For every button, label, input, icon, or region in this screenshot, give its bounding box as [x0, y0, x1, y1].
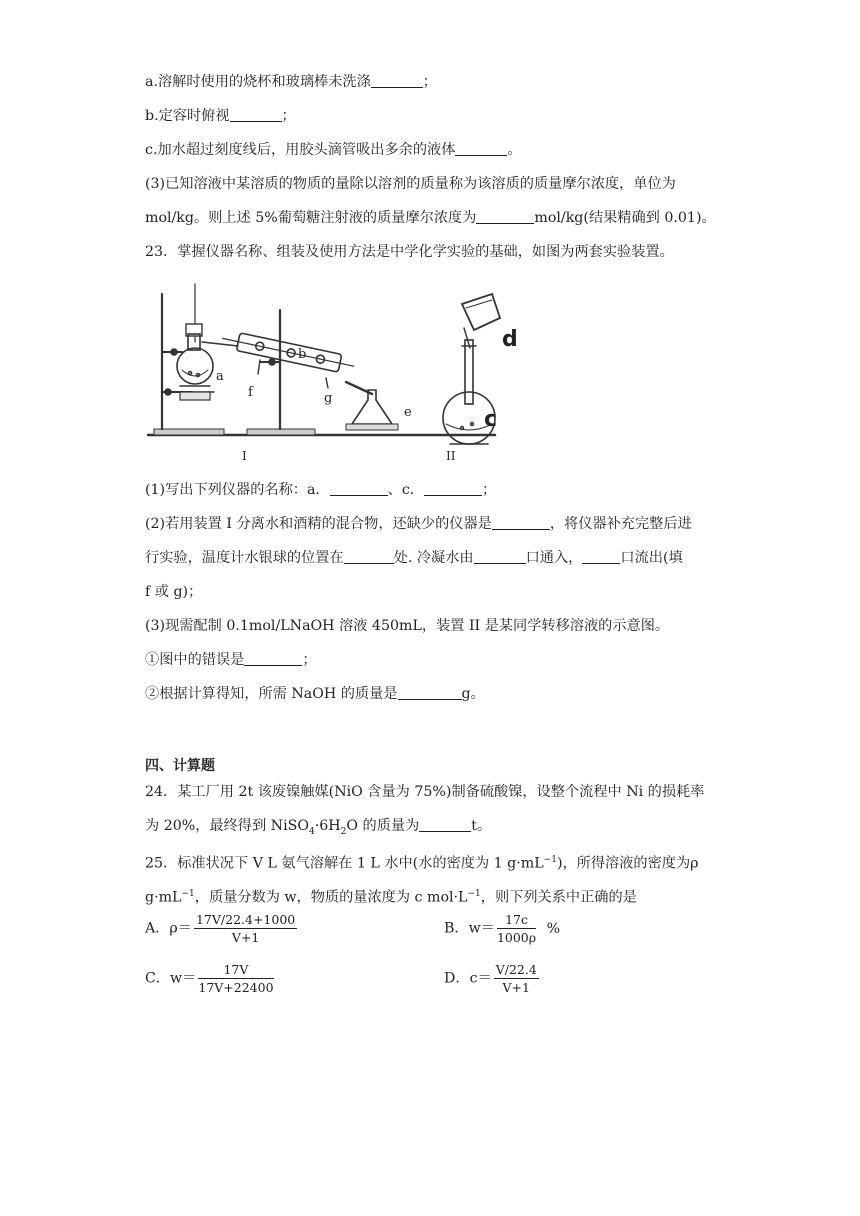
- option-d[interactable]: D．c＝ $\frac{V/22.4}{V+1}$: [444, 962, 537, 995]
- q25-line1: 25．标准状况下 V L 氨气溶解在 1 L 水中(水的密度为 1 $g\cdot mL^{-1}$)，所得溶液的密度为ρ: [145, 855, 699, 872]
- answer-blank[interactable]: [492, 515, 550, 530]
- label-apparatus-II: II: [446, 449, 456, 463]
- q22-option-a: a.溶解时使用的烧杯和玻璃棒未洗涤 ；: [145, 74, 437, 90]
- fraction: $\frac{17c}{1000\rho}$: [496, 912, 537, 945]
- condenser: [221, 330, 356, 375]
- label-g: g: [324, 391, 333, 406]
- answer-blank[interactable]: [455, 141, 507, 156]
- q23-part2-line3: f 或 g)；: [145, 584, 203, 600]
- fraction: $\frac{17V/22.4+1000}{V+1}$: [195, 912, 296, 945]
- label-e: e: [404, 405, 412, 420]
- q23-part3-1: ①图中的错误是 ；: [145, 652, 317, 668]
- flask-neck: [465, 340, 473, 404]
- fraction: $\frac{V/22.4}{V+1}$: [495, 962, 537, 995]
- answer-blank[interactable]: [419, 817, 471, 832]
- q23-part1: (1)写出下列仪器的名称：a． 、c． ；: [145, 482, 497, 498]
- answer-blank[interactable]: [230, 107, 282, 122]
- q23-part3: (3)现需配制 0.1mol/LNaOH 溶液 450mL，装置 II 是某同学转移溶液的示意图。: [145, 618, 670, 634]
- label-c: c: [484, 407, 498, 432]
- answer-blank[interactable]: [476, 209, 534, 224]
- apparatus-figure: [140, 278, 540, 468]
- q22-part3-line2: mol/kg。则上述 5%葡萄糖注射液的质量摩尔浓度为 mol/kg(结果精确到 0.01)。: [145, 210, 716, 226]
- answer-blank[interactable]: [424, 481, 482, 496]
- q24-line1: 24．某工厂用 2t 该废镍触媒(NiO 含量为 75%)制备硫酸镍，设整个流程中 Ni 的损耗率: [145, 784, 705, 800]
- distilling-flask: [177, 348, 213, 384]
- option-b[interactable]: B．w＝ $\frac{17c}{1000\rho}$ %: [444, 912, 561, 945]
- q25-line2: $g\cdot mL^{-1}$，质量分数为 w，物质的量浓度为 c $mol\cdot L^{-1}$，则下列关系中正确的是: [145, 889, 637, 906]
- beaker: [462, 294, 500, 330]
- q22-option-b: b.定容时俯视 ；: [145, 108, 296, 124]
- option-a[interactable]: A．ρ＝ $\frac{17V/22.4+1000}{V+1}$: [145, 912, 296, 945]
- answer-blank[interactable]: [398, 685, 462, 700]
- stand-base-middle: [247, 429, 315, 435]
- q22-option-c: c.加水超过刻度线后，用胶头滴管吸出多余的液体 。: [145, 142, 522, 158]
- option-c[interactable]: C．w＝ $\frac{17V}{17V+22400}$: [145, 962, 274, 995]
- q23-part3-2: ②根据计算得知，所需 NaOH 的质量是 g。: [145, 686, 485, 702]
- q23-stem: 23．掌握仪器名称、组装及使用方法是中学化学实验的基础，如图为两套实验装置。: [145, 244, 674, 260]
- q23-part2-line2: 行实验，温度计水银球的位置在 处. 冷凝水由 口通入， 口流出(填: [145, 550, 683, 566]
- label-f: f: [248, 385, 253, 400]
- q23-part2-line1: (2)若用装置 I 分离水和酒精的混合物，还缺少的仪器是 ，将仪器补充完整后进: [145, 516, 692, 532]
- label-d: d: [502, 327, 518, 352]
- section-title: 四、计算题: [145, 758, 215, 774]
- label-apparatus-I: I: [242, 449, 247, 463]
- answer-blank[interactable]: [371, 73, 423, 88]
- stand-base-left: [154, 429, 224, 435]
- answer-blank[interactable]: [330, 481, 388, 496]
- answer-blank[interactable]: [474, 549, 526, 564]
- q22-part3-line1: (3)已知溶液中某溶质的物质的量除以溶剂的质量称为该溶质的质量摩尔浓度，单位为: [145, 176, 676, 192]
- answer-blank[interactable]: [344, 549, 394, 564]
- fraction: $\frac{17V}{17V+22400}$: [198, 962, 274, 995]
- label-a: a: [216, 369, 224, 384]
- answer-blank[interactable]: [244, 651, 302, 666]
- q24-line2: 为 20%，最终得到 $NiSO_4\cdot 6H_2O$ 的质量为 t。: [145, 818, 492, 837]
- label-b: b: [298, 347, 307, 362]
- answer-blank[interactable]: [582, 549, 620, 564]
